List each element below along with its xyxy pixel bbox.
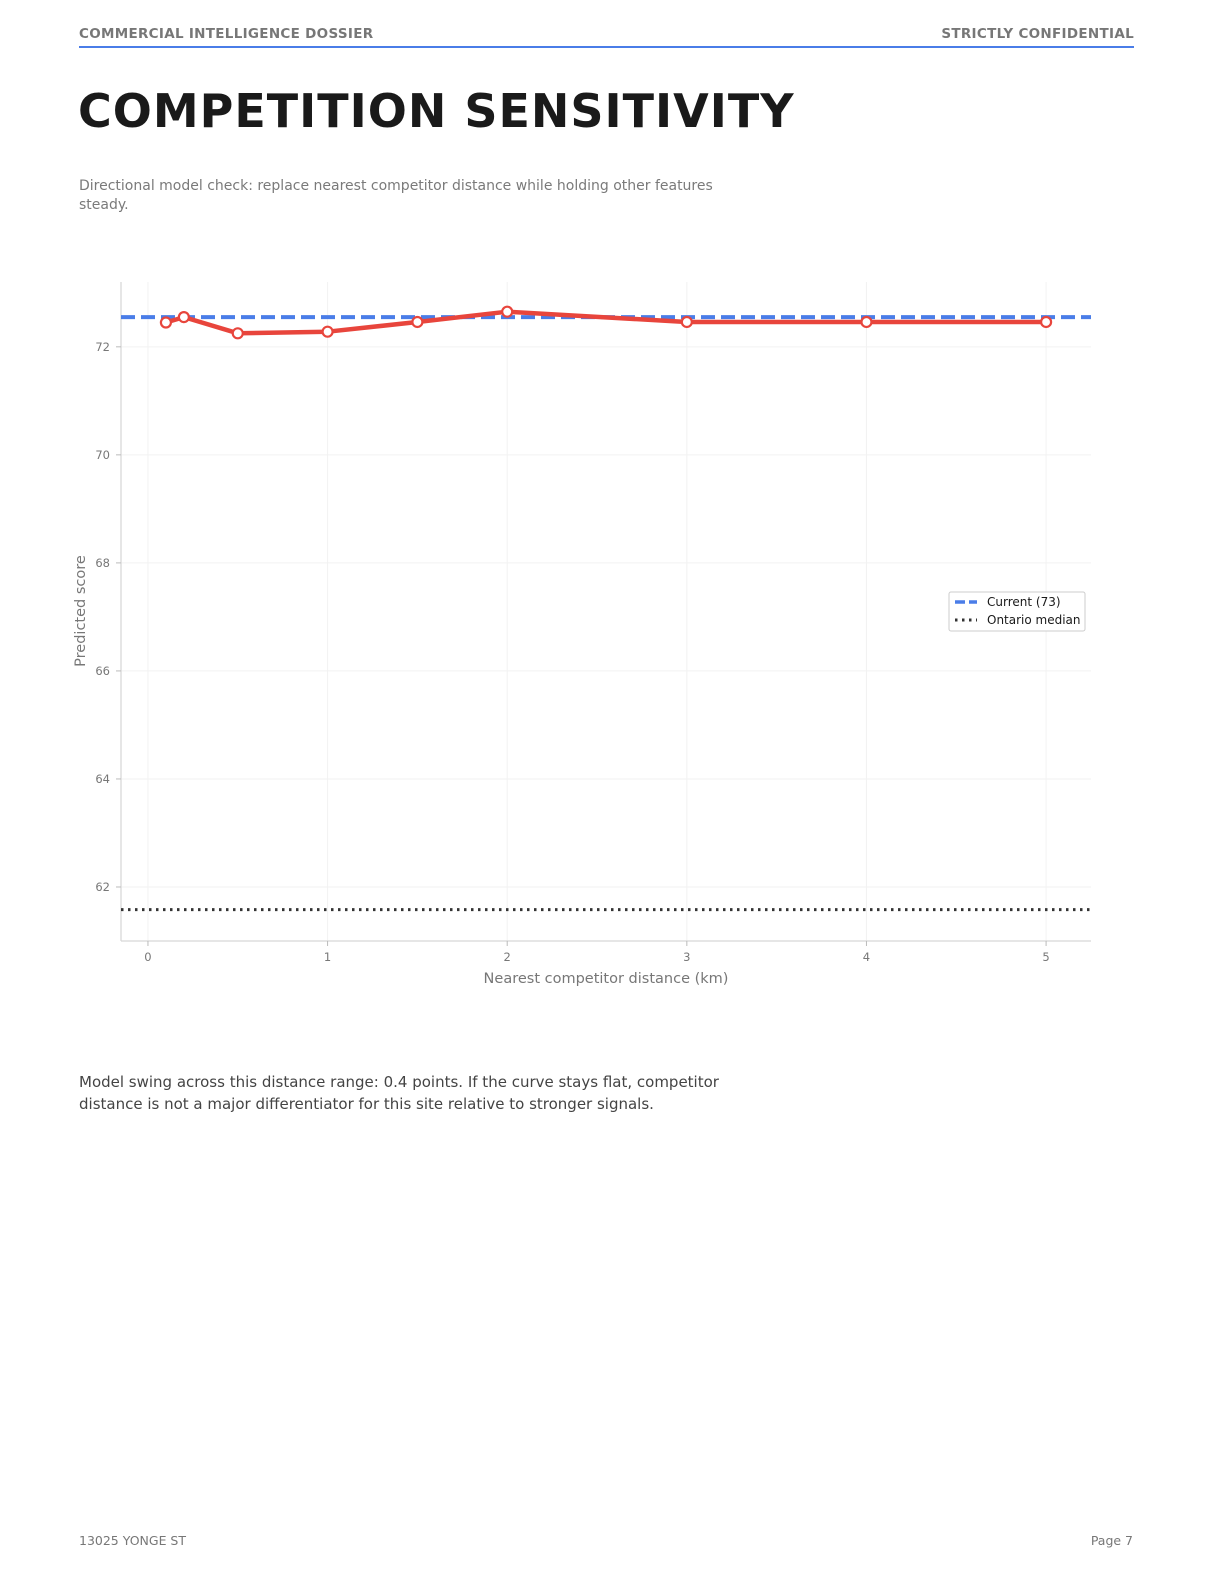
data-point-marker [179,312,189,322]
legend-current-label: Current (73) [987,595,1061,609]
header-confidential-label: STRICTLY CONFIDENTIAL [941,26,1134,42]
reference-lines [121,317,1091,910]
footer-address: 13025 YONGE ST [79,1533,187,1548]
y-tick-label: 68 [95,555,110,570]
y-tick-label: 66 [95,663,110,678]
data-point-marker [161,318,171,328]
data-point-marker [682,317,692,327]
y-tick-label: 64 [95,771,110,786]
chart-grid [121,282,1091,941]
x-tick-label: 2 [503,950,511,964]
data-point-marker [861,317,871,327]
predicted-score-line [166,312,1046,334]
data-point-marker [1041,317,1051,327]
data-point-marker [502,307,512,317]
data-point-marker [323,327,333,337]
x-tick-label: 5 [1042,950,1050,964]
y-tick-label: 62 [95,879,110,894]
header-document-label: COMMERCIAL INTELLIGENCE DOSSIER [79,26,374,42]
legend-median-label: Ontario median [987,613,1081,627]
page-subtitle: Directional model check: replace nearest competitor distance while holding other features steady. [79,178,713,213]
page-title: COMPETITION SENSITIVITY [78,84,795,138]
x-tick-label: 0 [144,950,152,964]
x-tick-label: 1 [323,950,332,964]
x-axis-label: Nearest competitor distance (km) [483,971,729,987]
analysis-note: Model swing across this distance range: 0.4 points. If the curve stays flat, competitor distance is not a major differentiator for this site relative to stronger signals. [79,1073,719,1113]
y-axis-label: Predicted score [73,555,89,667]
tick-labels [95,340,1049,964]
footer-page-number: Page 7 [1090,1533,1133,1548]
x-tick-label: 4 [862,950,871,964]
series-layer [161,307,1051,339]
data-point-marker [233,328,243,338]
chart-legend [949,592,1085,631]
y-tick-label: 72 [95,339,110,354]
x-tick-label: 3 [683,950,691,964]
data-point-marker [412,317,422,327]
y-tick-label: 70 [95,447,110,462]
